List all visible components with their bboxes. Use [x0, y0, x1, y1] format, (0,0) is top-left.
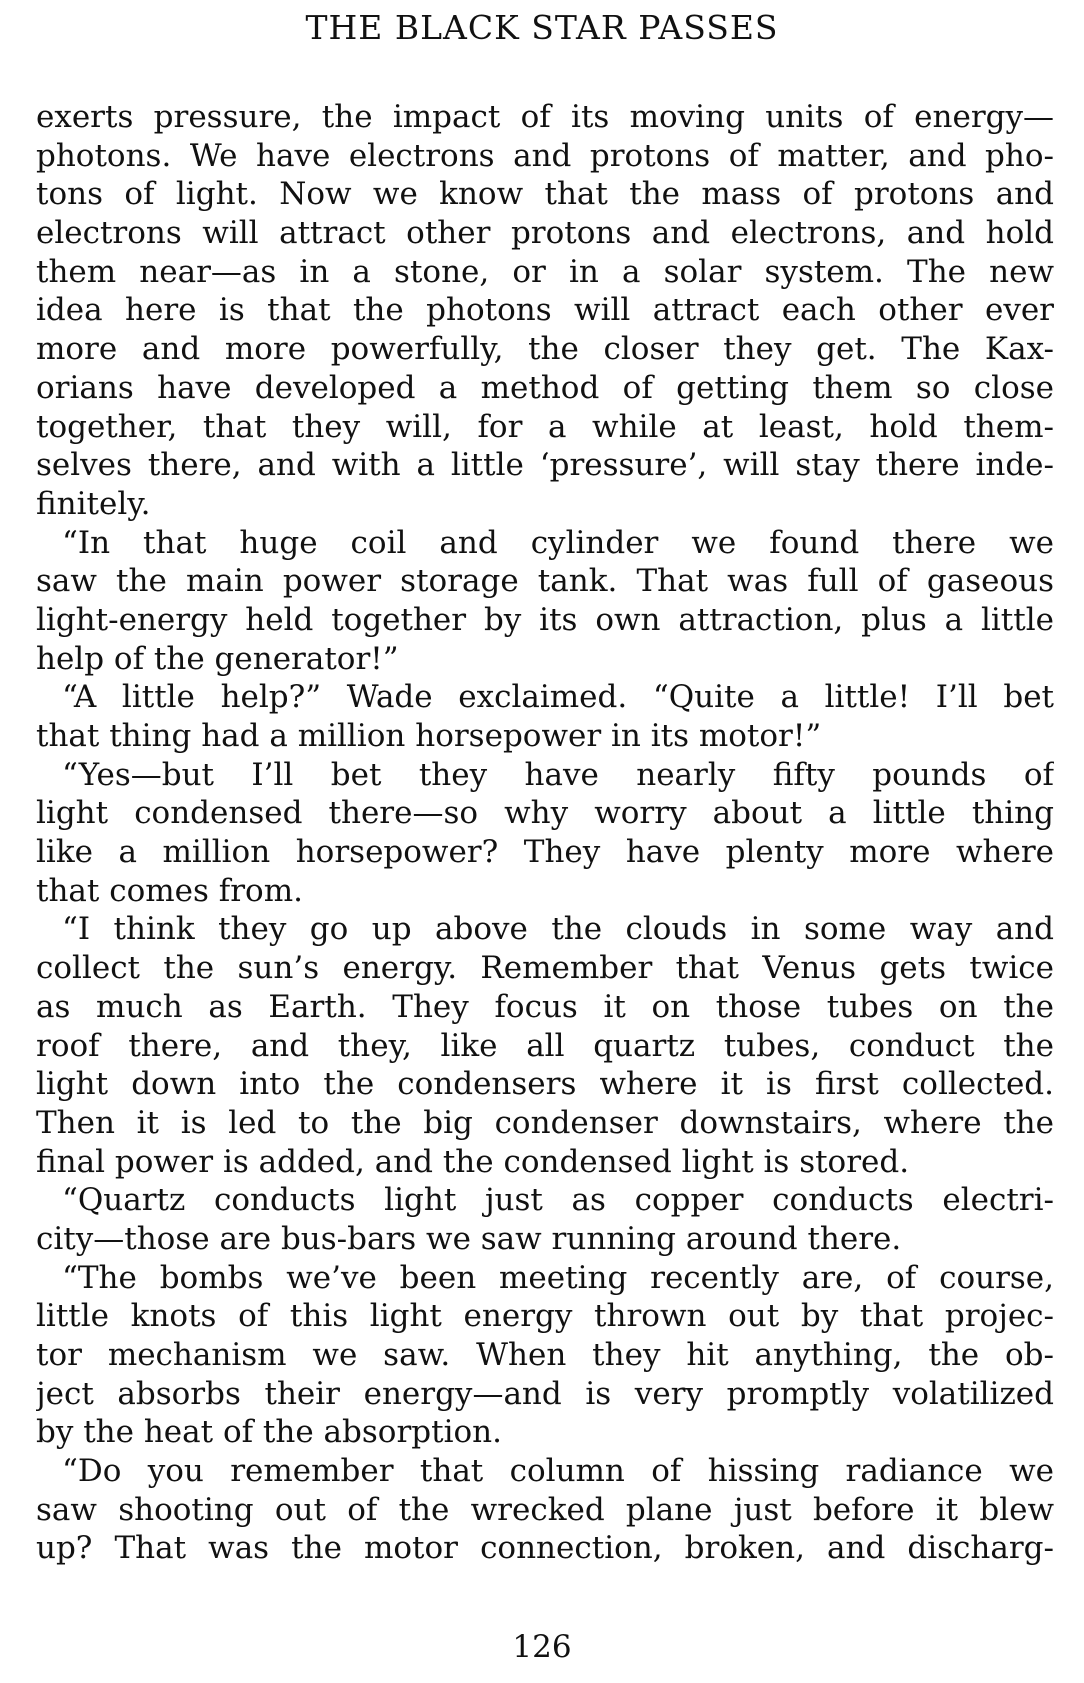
text-line: them near—as in a stone, or in a solar system. The new [36, 253, 1054, 290]
text-line: “Do you remember that column of hissing radiance we [62, 1453, 1054, 1490]
text-line: finitely. [36, 485, 151, 522]
text-line: Then it is led to the big condenser downstairs, where the [36, 1104, 1054, 1141]
text-line: light-energy held together by its own attraction, plus a little [36, 601, 1054, 638]
text-line: tor mechanism we saw. When they hit anything, the ob- [36, 1337, 1054, 1373]
text-line: little knots of this light energy thrown out by that projec- [36, 1298, 1054, 1335]
text-line: “Quartz conducts light just as copper conducts electri- [62, 1182, 1054, 1219]
text-line: as much as Earth. They focus it on those tubes on the [36, 988, 1054, 1025]
page-number: 126 [512, 1629, 572, 1665]
text-line: up? That was the motor connection, broken, and discharg- [36, 1530, 1054, 1567]
text-line: that comes from. [36, 872, 303, 909]
text-line: orians have developed a method of getting them so close [36, 369, 1054, 406]
text-line: that thing had a million horsepower in its motor!” [36, 718, 822, 754]
text-line: city—those are bus-bars we saw running around there. [36, 1220, 902, 1257]
text-line: light condensed there—so why worry about a little thing [36, 795, 1054, 832]
text-line: electrons will attract other protons and electrons, and hold [36, 215, 1054, 252]
text-line: by the heat of the absorption. [36, 1414, 502, 1451]
text-line: “I think they go up above the clouds in some way and [62, 911, 1054, 948]
text-line: ject absorbs their energy—and is very promptly volatilized [36, 1375, 1054, 1412]
text-line: light down into the condensers where it is first collected. [36, 1066, 1054, 1103]
text-line: roof there, and they, like all quartz tubes, conduct the [36, 1027, 1054, 1064]
running-title: THE BLACK STAR PASSES [305, 8, 779, 47]
text-line: tons of light. Now we know that the mass of protons and [36, 176, 1054, 213]
text-line: “Yes—but I’ll bet they have nearly fifty pounds of [62, 756, 1054, 793]
text-line: saw the main power storage tank. That was full of gaseous [36, 563, 1054, 600]
text-line: idea here is that the photons will attract each other ever [36, 292, 1054, 329]
text-line: “In that huge coil and cylinder we found there we [62, 524, 1054, 561]
text-line: photons. We have electrons and protons of matter, and pho- [36, 137, 1054, 174]
text-line: final power is added, and the condensed light is stored. [36, 1143, 910, 1180]
body-text [36, 98, 1054, 1568]
text-line: like a million horsepower? They have plenty more where [36, 834, 1054, 871]
text-line: “The bombs we’ve been meeting recently are, of course, [62, 1259, 1054, 1296]
text-line: “A little help?” Wade exclaimed. “Quite a little! I’ll bet [62, 679, 1054, 716]
text-line: selves there, and with a little ‘pressure’, will stay there inde- [36, 447, 1054, 484]
text-line: collect the sun’s energy. Remember that Venus gets twice [36, 950, 1054, 987]
text-line: more and more powerfully, the closer they get. The Kax- [36, 331, 1054, 368]
text-line: help of the generator!” [36, 640, 399, 677]
text-line: saw shooting out of the wrecked plane just before it blew [36, 1491, 1054, 1528]
text-line: together, that they will, for a while at least, hold them- [36, 408, 1054, 445]
text-line: exerts pressure, the impact of its moving units of energy— [36, 99, 1054, 135]
